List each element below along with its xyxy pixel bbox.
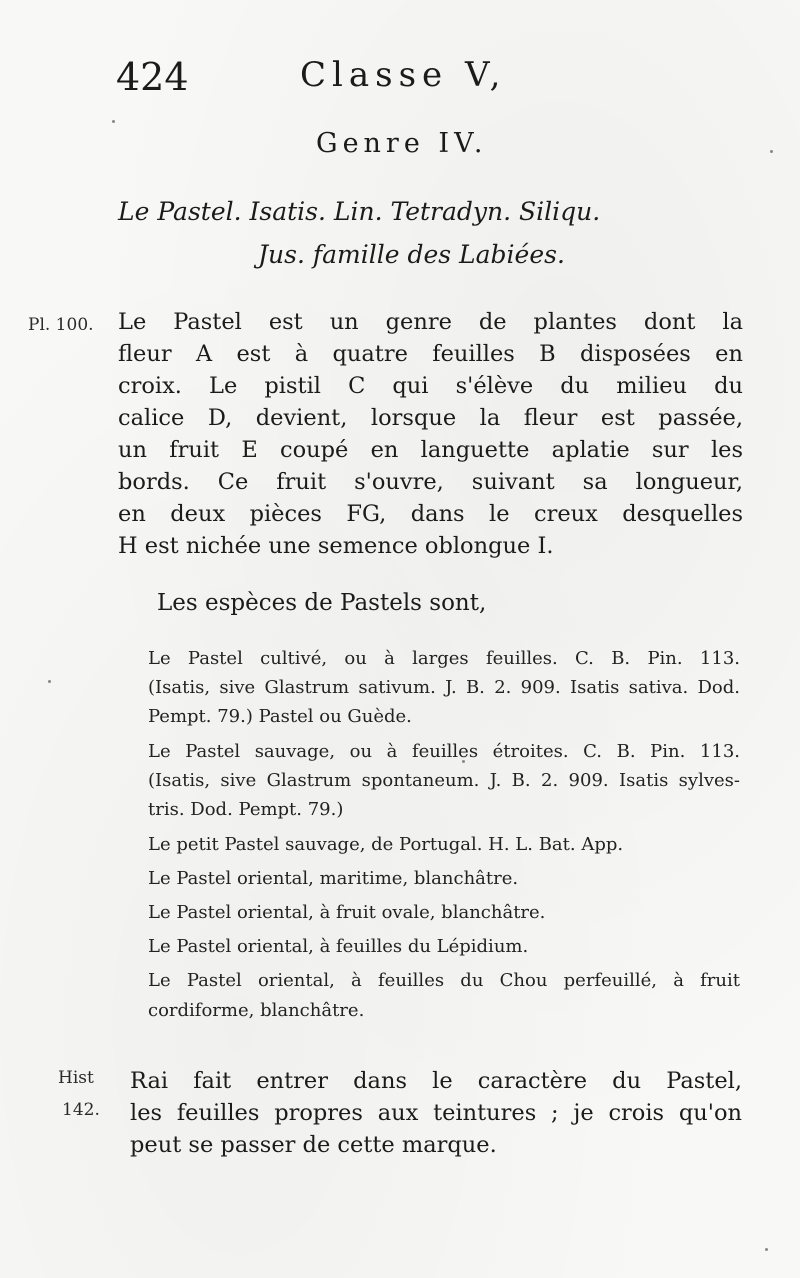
ink-speck bbox=[765, 1248, 768, 1251]
description-line: bords. Ce fruit s'ouvre, suivant sa longueur, bbox=[118, 469, 743, 495]
species-line: Le Pastel sauvage, ou à feuilles étroites. C. B. Pin. 113. bbox=[148, 741, 740, 762]
ink-speck bbox=[770, 150, 773, 153]
description-line: Le Pastel est un genre de plantes dont la bbox=[118, 309, 743, 335]
species-line: Le Pastel oriental, maritime, blanchâtre. bbox=[148, 868, 519, 889]
species-line: Le Pastel oriental, à fruit ovale, blanchâtre. bbox=[148, 902, 546, 923]
species-line: Le Pastel cultivé, ou à larges feuilles. C. B. Pin. 113. bbox=[148, 648, 740, 669]
species-line: (Isatis, sive Glastrum sativum. J. B. 2. 909. Isatis sativa. Dod. bbox=[148, 677, 740, 698]
species-heading: Les espèces de Pastels sont, bbox=[157, 590, 487, 616]
description-line: croix. Le pistil C qui s'élève du milieu du bbox=[118, 373, 743, 399]
plate-reference: Pl. 100. bbox=[28, 315, 94, 335]
intro-line-2: Jus. famille des Labiées. bbox=[258, 240, 565, 269]
species-line: Le Pastel oriental, à feuilles du Chou perfeuillé, à fruit bbox=[148, 970, 740, 991]
species-line: Le Pastel oriental, à feuilles du Lépidium. bbox=[148, 936, 529, 957]
closing-line: les feuilles propres aux teintures ; je crois qu'on bbox=[130, 1100, 742, 1126]
description-line: un fruit E coupé en languette aplatie sur les bbox=[118, 437, 743, 463]
history-reference-label: Hist bbox=[58, 1068, 94, 1088]
description-line: calice D, devient, lorsque la fleur est passée, bbox=[118, 405, 743, 431]
history-reference-number: 142. bbox=[62, 1100, 100, 1120]
species-line: tris. Dod. Pempt. 79.) bbox=[148, 799, 344, 820]
ink-speck bbox=[48, 680, 51, 683]
closing-line: peut se passer de cette marque. bbox=[130, 1132, 497, 1158]
species-line: cordiforme, blanchâtre. bbox=[148, 1000, 365, 1021]
genre-heading: Genre IV. bbox=[316, 128, 488, 159]
description-line: en deux pièces FG, dans le creux desquelles bbox=[118, 501, 743, 527]
intro-line-1: Le Pastel. Isatis. Lin. Tetradyn. Siliqu. bbox=[118, 197, 601, 226]
ink-speck bbox=[112, 120, 115, 123]
description-line: H est nichée une semence oblongue I. bbox=[118, 533, 554, 559]
species-line: Pempt. 79.) Pastel ou Guède. bbox=[148, 706, 412, 727]
species-line: Le petit Pastel sauvage, de Portugal. H. L. Bat. App. bbox=[148, 834, 624, 855]
closing-line: Rai fait entrer dans le caractère du Pastel, bbox=[130, 1068, 742, 1094]
description-line: fleur A est à quatre feuilles B disposées en bbox=[118, 341, 743, 367]
running-head: Classe V, bbox=[300, 55, 507, 95]
page-number: 424 bbox=[116, 55, 189, 99]
species-line: (Isatis, sive Glastrum spontaneum. J. B. 2. 909. Isatis sylves- bbox=[148, 770, 740, 791]
